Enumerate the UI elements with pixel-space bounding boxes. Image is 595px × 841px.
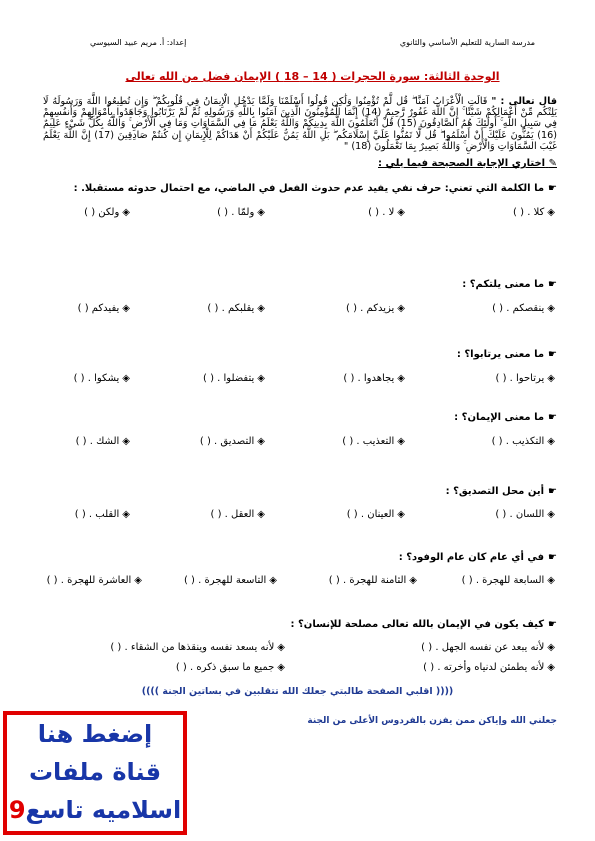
promo-link-box[interactable] [3, 711, 187, 835]
question-4 [454, 412, 557, 423]
option[interactable]: ◈الشك . ( ) [75, 436, 130, 447]
diamond-icon: ◈ [547, 436, 555, 447]
prepared-by: إعداد: أ. مريم عبيد السيوسي [90, 38, 187, 47]
diamond-icon: ◈ [257, 509, 265, 520]
option[interactable]: ◈ينقصكم . ( ) [492, 303, 555, 314]
diamond-icon: ◈ [122, 436, 130, 447]
question-2 [462, 279, 557, 290]
question-1 [74, 183, 557, 194]
option[interactable]: ◈يتفضلوا . ( ) [202, 373, 265, 384]
option[interactable]: ◈العقل . ( ) [210, 509, 265, 520]
option[interactable]: ◈اللسان . ( ) [495, 509, 555, 520]
option[interactable]: ◈ولمّا . ( ) [217, 207, 265, 218]
diamond-icon: ◈ [547, 303, 555, 314]
option[interactable]: ◈يفيدكم ( ) [77, 303, 130, 314]
diamond-icon: ◈ [122, 373, 130, 384]
option[interactable]: ◈التاسعة للهجرة . ( ) [183, 575, 277, 586]
diamond-icon: ◈ [257, 436, 265, 447]
question-text: في أي عام كان عام الوفود؟ : [398, 552, 545, 563]
diamond-icon: ◈ [397, 303, 405, 314]
option[interactable]: ◈السابعة للهجرة . ( ) [461, 575, 555, 586]
option[interactable]: ◈العينان . ( ) [346, 509, 405, 520]
diamond-icon: ◈ [397, 509, 405, 520]
question-text: ما الكلمة التي تعني: حرف نفي يفيد عدم حدوث الفعل في الماضي، مع احتمال حدوثه مستقبلا. : [73, 183, 545, 194]
diamond-icon: ◈ [547, 207, 555, 218]
pointing-hand-icon: ☛ [548, 183, 557, 194]
page-title: الوحدة الثالثة: سورة الحجرات ( 14 – 18 ) الإيمان فضل من الله تعالى [125, 70, 500, 83]
diamond-icon: ◈ [397, 373, 405, 384]
option[interactable]: ◈لأنه يسعد نفسه وينقذها من الشقاء . ( ) [110, 642, 285, 653]
diamond-icon: ◈ [122, 207, 130, 218]
promo-line-3-text: اسلاميه تاسع [25, 796, 182, 824]
promo-line-3 [7, 791, 183, 829]
diamond-icon: ◈ [547, 642, 555, 653]
pointing-hand-icon: ☛ [548, 552, 557, 563]
option[interactable]: ◈العاشرة للهجرة . ( ) [46, 575, 142, 586]
question-5 [446, 486, 557, 497]
pencil-icon: ✎ [548, 158, 557, 169]
question-text: كيف يكون في الإيمان بالله تعالى مصلحة للإنسان؟ : [290, 619, 545, 630]
option[interactable]: ◈لأنه يبعد عن نفسه الجهل . ( ) [421, 642, 555, 653]
question-text: ما معنى يلتكم؟ : [462, 279, 545, 290]
option[interactable]: ◈يزيدكم . ( ) [346, 303, 405, 314]
option[interactable]: ◈يشكوا . ( ) [73, 373, 130, 384]
option[interactable]: ◈القلب . ( ) [74, 509, 130, 520]
promo-line-2: قناة ملفات [28, 758, 162, 786]
diamond-icon: ◈ [122, 303, 130, 314]
option[interactable]: ◈التكذيب . ( ) [491, 436, 555, 447]
diamond-icon: ◈ [397, 436, 405, 447]
promo-line-1: إضغط هنا [37, 720, 153, 748]
diamond-icon: ◈ [547, 662, 555, 673]
diamond-icon: ◈ [397, 207, 405, 218]
diamond-icon: ◈ [547, 509, 555, 520]
question-6 [399, 552, 557, 563]
option[interactable]: ◈لا . ( ) [368, 207, 405, 218]
diamond-icon: ◈ [547, 575, 555, 586]
question-text: أين محل التصديق؟ : [445, 486, 545, 497]
diamond-icon: ◈ [277, 642, 285, 653]
school-name: مدرسة السارية للتعليم الأساسي والثانوي [399, 38, 535, 47]
diamond-icon: ◈ [547, 373, 555, 384]
question-text: ما معنى يرتابوا؟ : [456, 349, 545, 360]
diamond-icon: ◈ [257, 303, 265, 314]
option[interactable]: ◈ولكن ( ) [84, 207, 130, 218]
diamond-icon: ◈ [134, 575, 142, 586]
diamond-icon: ◈ [277, 662, 285, 673]
instruction-text: اختاري الإجابة الصحيحة فيما يلي : [378, 158, 546, 169]
verse-lead: قال تعالى : " [491, 96, 557, 107]
option[interactable]: ◈كلا . ( ) [513, 207, 555, 218]
footer-note: (((( اقلبي الصفحة طالبتي جعلك الله تتقلبين في بساتين الجنة )))) [141, 686, 454, 697]
option[interactable]: ◈التصديق . ( ) [199, 436, 265, 447]
pointing-hand-icon: ☛ [548, 349, 557, 360]
pointing-hand-icon: ☛ [548, 412, 557, 423]
question-7 [291, 619, 558, 630]
option[interactable]: ◈لأنه يطمئن لدنياه وأخرته . ( ) [423, 662, 555, 673]
pointing-hand-icon: ☛ [548, 279, 557, 290]
diamond-icon: ◈ [122, 509, 130, 520]
instruction [378, 158, 557, 169]
diamond-icon: ◈ [257, 373, 265, 384]
diamond-icon: ◈ [257, 207, 265, 218]
option[interactable]: ◈جميع ما سبق ذكره . ( ) [175, 662, 285, 673]
option[interactable]: ◈التعذيب . ( ) [342, 436, 405, 447]
quran-verse [43, 96, 557, 152]
option[interactable]: ◈الثامنة للهجرة . ( ) [328, 575, 417, 586]
diamond-icon: ◈ [269, 575, 277, 586]
question-3 [457, 349, 557, 360]
option[interactable]: ◈يجاهدوا . ( ) [343, 373, 405, 384]
promo-line-3-number: 9 [8, 796, 26, 824]
diamond-icon: ◈ [409, 575, 417, 586]
verse-text: قَالَتِ الْأَعْرَابُ آمَنَّا ۖ قُل لَّمْ تُؤْمِنُوا وَلَٰكِن قُولُوا أَسْلَمْنَا وَلَمَّا يَدْخُلِ الْإِيمَانُ فِي قُلُوبِكُمْ ۖ وَإِن تُطِيعُوا اللَّهَ وَرَسُولَهُ لَا يَلِتْكُم مِّنْ أَعْمَالِكُمْ شَيْئًا ۚ إِنَّ اللَّهَ غَفُورٌ رَّحِيمٌ (14) إِنَّمَا الْمُؤْمِنُونَ الَّذِينَ آمَنُوا بِاللَّهِ وَرَسُولِهِ ثُمَّ لَمْ يَرْتَابُوا وَجَاهَدُوا بِأَمْوَالِهِمْ وَأَنفُسِهِمْ فِي سَبِيلِ اللَّهِ ۚ أُولَٰئِكَ هُمُ الصَّادِقُونَ (15) قُلْ أَتُعَلِّمُونَ اللَّهَ بِدِينِكُمْ وَاللَّهُ يَعْلَمُ مَا فِي السَّمَاوَاتِ وَمَا فِي الْأَرْضِ ۚ وَاللَّهُ بِكُلِّ شَيْءٍ عَلِيمٌ (16) يَمُنُّونَ عَلَيْكَ أَنْ أَسْلَمُوا ۖ قُل لَّا تَمُنُّوا عَلَيَّ إِسْلَامَكُم ۖ بَلِ اللَّهُ يَمُنُّ عَلَيْكُمْ أَنْ هَدَاكُمْ لِلْإِيمَانِ إِن كُنتُمْ صَادِقِينَ (17) إِنَّ اللَّهَ يَعْلَمُ غَيْبَ السَّمَاوَاتِ وَالْأَرْضِ ۚ وَاللَّهُ بَصِيرٌ بِمَا تَعْمَلُونَ (18) " [43, 96, 557, 152]
question-text: ما معنى الإيمان؟ : [454, 412, 545, 423]
pointing-hand-icon: ☛ [548, 619, 557, 630]
option[interactable]: ◈يرتاحوا . ( ) [495, 373, 555, 384]
pointing-hand-icon: ☛ [548, 486, 557, 497]
option[interactable]: ◈يقلبكم . ( ) [207, 303, 265, 314]
footer-prayer: جعلني الله وإياكن ممن يفزن بالفردوس الأعلى من الجنة [307, 716, 557, 726]
